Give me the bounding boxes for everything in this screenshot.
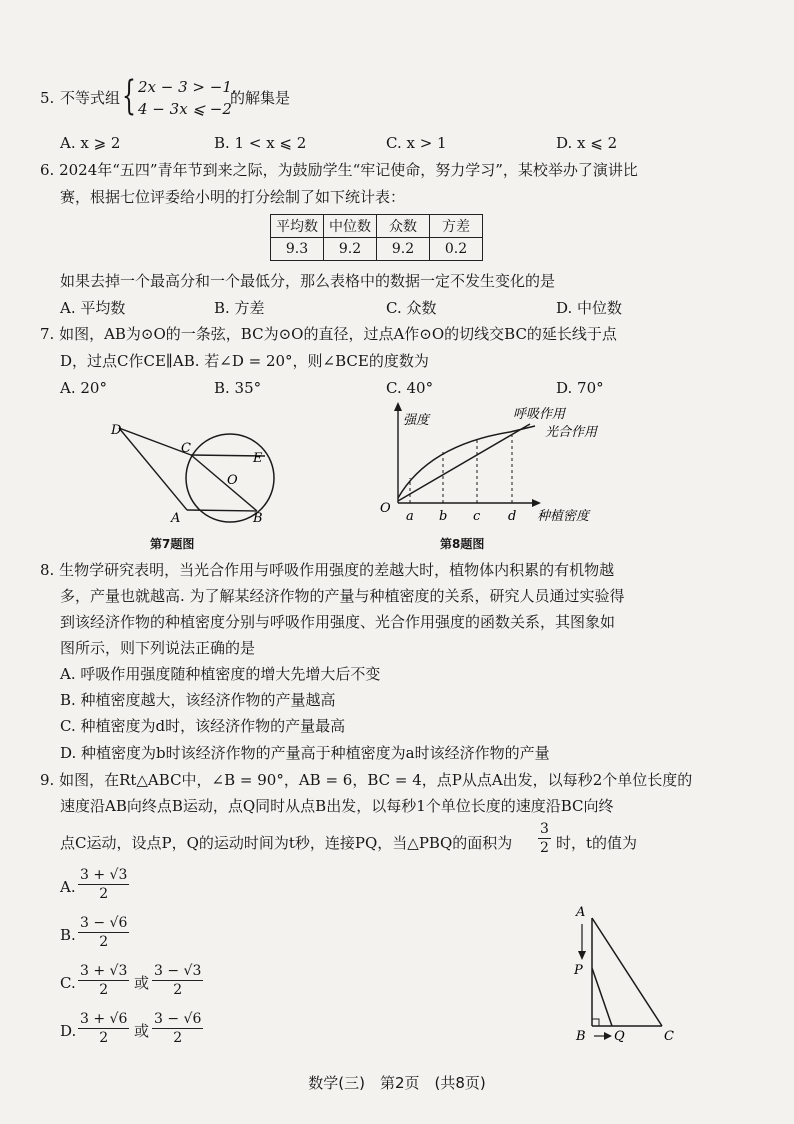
q9-option-d-or: 或 — [134, 1022, 150, 1040]
table-row — [271, 238, 483, 261]
label-p: P — [574, 963, 583, 978]
q5-option-a: A. x ⩾ 2 — [60, 134, 121, 152]
side-ac — [592, 918, 662, 1026]
tick-a: a — [406, 509, 414, 524]
q9-option-d-fraction-1 — [78, 1010, 129, 1047]
segment-pq — [592, 968, 612, 1026]
table-header-cell: 众数 — [377, 215, 430, 238]
x-label: 种植密度 — [537, 509, 590, 524]
q5-inequality-1: 2x − 3 > −1, — [138, 78, 237, 96]
fraction-denominator: 2 — [173, 1030, 183, 1046]
fig8-caption: 第8题图 — [440, 537, 485, 551]
page-footer: 数学(三) 第2页 (共8页) — [308, 1074, 486, 1092]
q6-option-d: D. 中位数 — [556, 299, 623, 317]
fraction-numerator: 3 + √6 — [80, 1011, 128, 1027]
table-cell: 9.2 — [377, 238, 430, 261]
q8-line-4: 图所示，则下列说法正确的是 — [60, 639, 256, 657]
q8-line-1: 8. 生物学研究表明，当光合作用与呼吸作用强度的差越大时，植物体内积累的有机物越 — [40, 561, 615, 579]
fraction-denominator: 2 — [99, 1030, 109, 1046]
q9-option-d-label: D. — [60, 1022, 77, 1040]
table-header-cell: 中位数 — [324, 215, 377, 238]
fraction-numerator: 3 — [540, 821, 549, 837]
table-header-cell: 平均数 — [271, 215, 324, 238]
label-e: E — [253, 451, 263, 466]
figure-7 — [105, 412, 280, 530]
q7-option-a: A. 20° — [60, 379, 107, 397]
tick-b: b — [439, 509, 448, 524]
q7-option-c: C. 40° — [386, 379, 434, 397]
tick-c: c — [473, 509, 481, 524]
fraction-numerator: 3 + √3 — [80, 867, 128, 883]
q5-number: 5. — [40, 89, 55, 107]
table-cell: 0.2 — [430, 238, 483, 261]
q9-option-b-fraction — [78, 914, 129, 951]
q9-option-c-label: C. — [60, 974, 76, 992]
fraction-numerator: 3 − √6 — [80, 915, 128, 931]
q6-option-b: B. 方差 — [214, 299, 265, 317]
q9-option-c-fraction-1 — [78, 962, 129, 999]
q9-line-3b: 时，t的值为 — [556, 834, 638, 852]
q6-stats-table — [270, 214, 483, 261]
q9-option-d-fraction-2 — [152, 1010, 203, 1047]
q7-line-1: 7. 如图，AB为⊙O的一条弦，BC为⊙O的直径，过点A作⊙O的切线交BC的延长线于点 — [40, 325, 617, 343]
origin-label: O — [380, 501, 391, 516]
label-a: A — [576, 905, 586, 920]
q7-line-2: D，过点C作CE∥AB. 若∠D = 20°，则∠BCE的度数为 — [60, 352, 429, 370]
tick-d: d — [508, 509, 517, 524]
right-angle-mark — [592, 1019, 599, 1026]
q7-option-d: D. 70° — [556, 379, 604, 397]
fraction-denominator: 2 — [173, 982, 183, 998]
label-b: B — [576, 1029, 586, 1044]
arrow-right-icon — [604, 1032, 612, 1040]
chord-ab — [187, 510, 257, 511]
q8-option-c: C. 种植密度为d时，该经济作物的产量最高 — [60, 717, 346, 735]
figure-9 — [568, 900, 688, 1046]
curve-photosynthesis — [398, 426, 535, 498]
figure-8 — [375, 400, 615, 530]
diameter-cb — [191, 455, 257, 511]
q9-line-1: 9. 如图，在Rt△ABC中，∠B = 90°，AB = 6，BC = 4，点P从点A出发，以每秒2个单位长度的 — [40, 771, 693, 789]
label-a: A — [171, 511, 181, 526]
table-cell: 9.2 — [324, 238, 377, 261]
label-c: C — [664, 1029, 674, 1044]
q8-line-3: 到该经济作物的种植密度分别与呼吸作用强度、光合作用强度的函数关系，其图象如 — [60, 613, 616, 631]
label-q: Q — [614, 1029, 625, 1044]
q9-option-b-label: B. — [60, 926, 76, 944]
table-header-cell: 方差 — [430, 215, 483, 238]
q5-brace: { — [122, 73, 136, 119]
label-d: D — [111, 423, 122, 438]
fraction-denominator: 2 — [99, 934, 109, 950]
arrow-down-icon — [578, 951, 586, 960]
q5-option-b: B. 1 < x ⩽ 2 — [214, 134, 307, 152]
q9-option-c-fraction-2 — [152, 962, 203, 999]
q9-area-fraction — [538, 820, 551, 857]
x-axis-arrow-icon — [532, 499, 541, 507]
y-label: 强度 — [403, 413, 430, 428]
fraction-denominator: 2 — [99, 886, 109, 902]
table-header-row — [271, 215, 483, 238]
curve2-label: 光合作用 — [545, 425, 598, 440]
fraction-numerator: 3 − √3 — [154, 963, 202, 979]
q5-stem-end: 的解集是 — [230, 89, 291, 107]
q7-option-b: B. 35° — [214, 379, 262, 397]
q6-option-c: C. 众数 — [386, 299, 437, 317]
q5-inequality-2: 4 − 3x ⩽ −2 — [138, 100, 232, 118]
curve1-label: 呼吸作用 — [513, 407, 566, 422]
q9-line-2: 速度沿AB向终点B运动，点Q同时从点B出发，以每秒1个单位长度的速度沿BC向终 — [60, 797, 614, 815]
q5-option-d: D. x ⩽ 2 — [556, 134, 618, 152]
q8-option-a: A. 呼吸作用强度随种植密度的增大先增大后不变 — [60, 665, 381, 683]
fig7-caption: 第7题图 — [150, 537, 195, 551]
table-cell: 9.3 — [271, 238, 324, 261]
q6-line-1: 6. 2024年“五四”青年节到来之际，为鼓励学生“牢记使命，努力学习”，某校举办了演讲比 — [40, 161, 638, 179]
y-axis-arrow-icon — [394, 402, 402, 411]
q6-line-2: 赛，根据七位评委给小明的打分绘制了如下统计表： — [60, 188, 406, 206]
q6-option-a: A. 平均数 — [60, 299, 126, 317]
q9-option-a-label: A. — [60, 878, 76, 896]
q9-option-a-fraction — [78, 866, 129, 903]
q6-line-3: 如果去掉一个最高分和一个最低分，那么表格中的数据一定不发生变化的是 — [60, 272, 556, 290]
fraction-denominator: 2 — [99, 982, 109, 998]
q8-option-b: B. 种植密度越大，该经济作物的产量越高 — [60, 691, 336, 709]
q8-option-d: D. 种植密度为b时该经济作物的产量高于种植密度为a时该经济作物的产量 — [60, 744, 550, 762]
q5-stem: 不等式组 — [60, 89, 121, 107]
line-respiration — [398, 424, 530, 501]
fraction-numerator: 3 + √3 — [80, 963, 128, 979]
q9-line-3a: 点C运动，设点P，Q的运动时间为t秒，连接PQ，当△PBQ的面积为 — [60, 834, 513, 852]
q5-option-c: C. x > 1 — [386, 134, 447, 152]
label-c: C — [181, 441, 191, 456]
label-o: O — [227, 473, 238, 488]
fraction-denominator: 2 — [540, 840, 549, 856]
q9-option-c-or: 或 — [134, 974, 150, 992]
q8-line-2: 多，产量也就越高. 为了解某经济作物的产量与种植密度的关系，研究人员通过实验得 — [60, 587, 625, 605]
fraction-numerator: 3 − √6 — [154, 1011, 202, 1027]
label-b: B — [253, 511, 263, 526]
